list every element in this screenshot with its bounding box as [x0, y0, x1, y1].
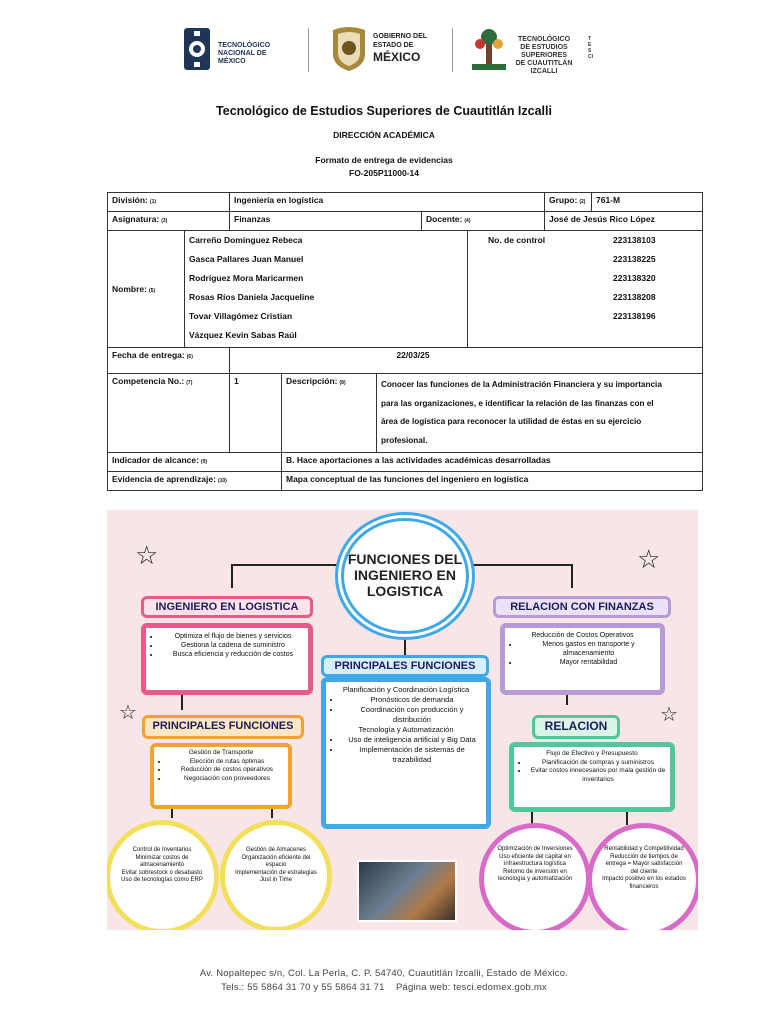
- warehouse-circle: [220, 820, 332, 930]
- competencia-num: (7): [186, 380, 193, 386]
- c2-item: Organización eficiente del espacio: [241, 854, 311, 868]
- pf-left-item: • Negociación con proveedores: [168, 775, 286, 784]
- competencia-value: 1: [230, 374, 282, 453]
- pf-left-node: [150, 743, 292, 809]
- star-icon: ☆: [119, 702, 137, 724]
- pf-center-item: • Coordinación con producción y distribución: [341, 705, 483, 725]
- descripcion-cell: [377, 374, 703, 453]
- descripcion-label: Descripción:: [286, 376, 338, 386]
- indicador-value: B. Hace aportaciones a las actividades académicas desarrolladas: [282, 453, 703, 472]
- descripcion-line: profesional.: [381, 435, 428, 445]
- pf-center-item: • Pronósticos de demanda: [341, 695, 483, 705]
- pf-center-heading2: Tecnología y Automatización: [358, 725, 454, 734]
- docente-num: (4): [464, 218, 471, 224]
- pf-center-node: [321, 677, 491, 829]
- ing-node: [141, 623, 313, 695]
- pf-left-title-box: PRINCIPALES FUNCIONES: [142, 715, 304, 739]
- evidencia-label-cell: [108, 472, 282, 491]
- control-number: 223138196: [613, 311, 656, 321]
- footer-address: Av. Nopaltepec s/n, Col. La Perla, C. P. 54740, Cuautitlán Izcalli, Estado de México.: [199, 968, 569, 979]
- ing-item: • Optimiza el flujo de bienes y servicios: [160, 632, 306, 641]
- grupo-num: (2): [579, 199, 586, 205]
- center-title-line: INGENIERO EN: [354, 567, 456, 583]
- control-number: 223138208: [613, 292, 656, 302]
- students-cell: [185, 231, 468, 348]
- student-name: Tovar Villagómez Cristian: [189, 311, 293, 321]
- evidencia-label: Evidencia de aprendizaje:: [112, 474, 216, 484]
- asignatura-label-cell: [108, 212, 230, 231]
- rel-item: • Planificación de compras y suministros: [528, 759, 668, 768]
- docente-value: José de Jesús Rico López: [545, 212, 703, 231]
- c3-item: Retorno de inversión en tecnología y automatización: [497, 868, 573, 882]
- c3-item: Uso eficiente del capital en infraestructura logística: [499, 853, 571, 867]
- c4-item: Reducción de tiempos de entrega = Mayor satisfacción del cliente: [605, 853, 683, 875]
- fecha-num: (6): [186, 354, 193, 360]
- ing-item: • Busca eficiencia y reducción de costos: [160, 650, 306, 659]
- asignatura-value: Finanzas: [230, 212, 422, 231]
- form-title: Formato de entrega de evidencias: [315, 155, 453, 165]
- ing-item: • Gestiona la cadena de suministro: [160, 641, 306, 650]
- pf-left-heading: Gestión de Transporte: [188, 749, 254, 756]
- grupo-label: Grupo:: [549, 195, 578, 205]
- fin-heading: Reducción de Costos Operativos: [531, 632, 634, 639]
- descripcion-line: para las organizaciones, e identificar la relación de las finanzas con el: [381, 398, 654, 408]
- tecnm-name: TECNOLÓGICO NACIONAL DE MÉXICO: [218, 42, 271, 65]
- center-title-circle: [335, 512, 475, 640]
- descripcion-label-cell: [282, 374, 377, 453]
- c4-item: Impacto positivo en los estados financieros: [602, 876, 686, 890]
- control-cell: [468, 231, 703, 348]
- docente-label: Docente:: [426, 214, 463, 224]
- gob-line1: GOBIERNO DEL: [373, 33, 428, 40]
- asignatura-label: Asignatura:: [112, 214, 160, 224]
- rel-node: [509, 742, 675, 812]
- rel-item: • Evitar costos innecesarios por mala gestión de inventarios: [528, 767, 668, 784]
- gob-line2: ESTADO DE: [373, 42, 414, 49]
- fecha-label: Fecha de entrega:: [112, 350, 185, 360]
- c3-title: Optimización de Inversiones: [497, 846, 573, 852]
- footer-contact: Tels.: 55 5864 31 70 y 55 5864 31 71 Página web: tesci.edomex.gob.mx: [221, 982, 547, 993]
- fecha-value: 22/03/25: [230, 348, 703, 374]
- c2-item: Implementación de estrategias Just in Time: [235, 869, 317, 883]
- nombre-label-cell: [108, 231, 185, 348]
- descripcion-line: área de logística para reconocer la utilidad de éstas en su ejercicio: [381, 417, 642, 426]
- department-title: DIRECCIÓN ACADÉMICA: [333, 130, 435, 140]
- profitability-circle: [587, 823, 698, 930]
- student-name: Rodríguez Mora Maricarmen: [189, 273, 304, 283]
- tesci-line2: DE ESTUDIOS SUPERIORES: [520, 44, 568, 59]
- division-label: División:: [112, 195, 148, 205]
- descripcion-line: Conocer las funciones de la Administración Financiera y su importancia: [381, 380, 662, 389]
- warehouse-photo: [357, 860, 457, 922]
- concept-map: [107, 510, 698, 930]
- competencia-label: Competencia No.:: [112, 376, 185, 386]
- investment-circle: [479, 823, 591, 930]
- form-code: FO-205P11000-14: [349, 168, 419, 178]
- tecnm-gear-icon: [180, 26, 214, 72]
- control-label: No. de control: [488, 235, 546, 245]
- pf-center-item: • Uso de inteligencia artificial y Big Data: [341, 735, 483, 745]
- descripcion-num: (8): [339, 380, 346, 386]
- center-title-line: FUNCIONES DEL: [347, 551, 463, 567]
- ing-title-box: INGENIERO EN LOGISTICA: [141, 596, 313, 618]
- competencia-label-cell: [108, 374, 230, 453]
- student-name: Carreño Domínguez Rebeca: [189, 235, 303, 245]
- c1-item: Evitar sobrestock o desabasto: [121, 869, 203, 876]
- division-value: Ingeniería en logística: [230, 193, 545, 212]
- nombre-num: (5): [148, 288, 156, 294]
- evidencia-num: (10): [217, 478, 227, 484]
- evidence-form-table: [107, 192, 703, 491]
- fecha-label-cell: [108, 348, 230, 374]
- indicador-label: Indicador de alcance:: [112, 455, 199, 465]
- star-icon: ☆: [660, 704, 678, 726]
- evidencia-value: Mapa conceptual de las funciones del ingeniero en logística: [282, 472, 703, 491]
- control-number: 223138225: [613, 254, 656, 264]
- fin-item: • Menos gastos en transporte y almacenamiento: [519, 640, 658, 658]
- control-number: 223138320: [613, 273, 656, 283]
- division-label-cell: [108, 193, 230, 212]
- c4-title: Rentabilidad y Competitividad: [604, 846, 684, 852]
- rel-title-box: RELACION: [532, 715, 620, 739]
- student-name: Vázquez Kevin Sabas Raúl: [189, 330, 297, 340]
- tesci-vertical: TESCI: [588, 36, 593, 60]
- asignatura-num: (3): [161, 218, 168, 224]
- star-icon: ☆: [135, 540, 159, 570]
- pf-left-item: • Reducción de costos operativos: [168, 766, 286, 775]
- rel-heading: Flujo de Efectivo y Presupuesto: [546, 750, 638, 757]
- fin-title-box: RELACION CON FINANZAS: [493, 596, 671, 618]
- pf-center-title-box: PRINCIPALES FUNCIONES: [321, 655, 489, 677]
- control-number: 223138103: [613, 235, 656, 245]
- institution-title: Tecnológico de Estudios Superiores de Cuautitlán Izcalli: [216, 104, 552, 118]
- center-title-line: LOGISTICA: [366, 583, 444, 599]
- grupo-value: 761-M: [592, 193, 703, 212]
- inventory-circle: [107, 820, 219, 930]
- star-icon: ☆: [637, 544, 661, 574]
- docente-label-cell: [422, 212, 545, 231]
- gob-seal-icon: [330, 24, 368, 72]
- student-name: Gasca Pallares Juan Manuel: [189, 254, 304, 264]
- pf-center-item: • Implementación de sistemas de trazabilidad: [341, 745, 483, 765]
- fin-node: [500, 623, 665, 695]
- c1-item: Minimizar costos de almacenamiento: [135, 854, 189, 868]
- c1-title: Control de Inventarios: [132, 847, 192, 853]
- tesci-line1: TECNOLÓGICO: [517, 36, 571, 43]
- fin-item: • Mayor rentabilidad: [519, 658, 658, 667]
- c2-title: Gestión de Almacenes: [245, 847, 307, 853]
- pf-left-item: • Elección de rutas óptimas: [168, 758, 286, 767]
- indicador-num: (9): [200, 459, 208, 465]
- student-name: Rosas Ríos Daniela Jacqueline: [189, 292, 315, 302]
- c1-item: Uso de tecnologías como ERP: [121, 877, 203, 883]
- division-num: (1): [149, 199, 157, 205]
- gob-line3: MÉXICO: [373, 50, 421, 64]
- indicador-label-cell: [108, 453, 282, 472]
- grupo-label-cell: [545, 193, 592, 212]
- nombre-label: Nombre:: [112, 284, 147, 294]
- pf-center-heading: Planificación y Coordinación Logística: [342, 685, 470, 694]
- tesci-line3: DE CUAUTITLÁN IZCALLI: [515, 60, 573, 75]
